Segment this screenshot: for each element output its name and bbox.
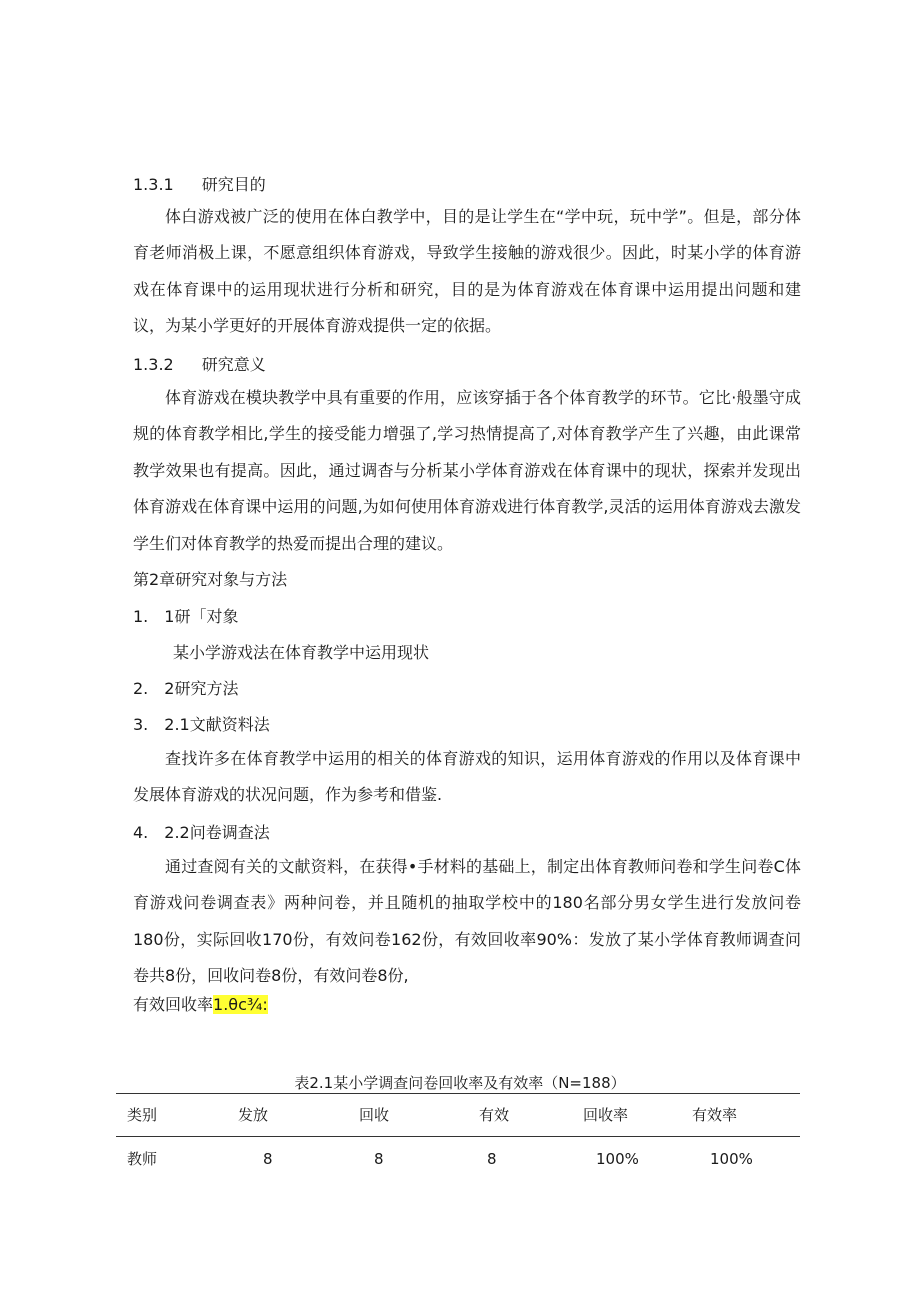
list-item-3: 3. 2.1文献资料法 [133,715,270,734]
table-header-cell: 类别 [127,1106,158,1124]
table-header-cell: 有效 [479,1106,510,1124]
list-item-2: 2. 2研究方法 [133,679,239,698]
table-cell: 教师 [127,1150,158,1168]
table-title: 表2.1某小学调查问卷回收率及有效率（N=188） [294,1074,626,1092]
section-number: 1.3.1 [133,175,174,194]
table-header-cell: 回收 [359,1106,390,1124]
table-top-rule [116,1093,800,1094]
object-description: 某小学游戏法在体育教学中运用现状 [173,643,430,662]
section-heading-1-3-1 [133,175,266,195]
chapter-title: 第2章研究对象与方法 [133,570,288,589]
paragraph-significance: 体育游戏在模块教学中具有重要的作用，应该穿插于各个体育教学的环节。它比·般墨守成规的体育教学相比,学生的接受能力增强了,学习热情提高了,对体育教学产生了兴趣，由此课常教学效果也有提高。因此，通过调杳与分析某小学体育游戏在体育课中的现状，探索并发现出体育游戏在体育课中运用的问题,为如何使用体育游戏进行体育教学,灵活的运用体育游戏去激发学生们对体育教学的热爱而提出合理的建议。 [133,388,801,553]
paragraph-purpose: 体白游戏被广泛的使用在体白教学中，目的是让学生在“学中玩，玩中学”。但是，部分体育老师消极上课，不愿意组织体育游戏，导致学生接触的游戏很少。因此，时某小学的体育游戏在体育课中的运用现状进行分析和研究，目的是为体育游戏在体育课中运用提出问题和建议，为某小学更好的开展体育游戏提供一定的依据。 [133,207,801,336]
table-header-cell: 回收率 [583,1106,629,1124]
table-header-cell: 有效率 [692,1106,738,1124]
list-item-1: 1. 1研「对象 [133,607,239,626]
table-cell: 8 [487,1150,497,1168]
section-number: 1.3.2 [133,355,174,374]
table-cell: 8 [374,1150,384,1168]
section-heading-1-3-2 [133,355,266,375]
table-cell: 100% [596,1150,639,1168]
paragraph-literature: 查找许多在体育教学中运用的相关的体育游戏的知识，运用体育游戏的作用以及体育课中发展体育游戏的状况问题，作为参考和借鉴. [133,749,801,805]
table-header-cell: 发放 [238,1106,269,1124]
paragraph-survey: 通过查阅有关的文献资料，在获得•手材料的基础上，制定出体育教师问卷和学生问卷C体育游戏问卷调查表》两种问卷，并且随机的抽取学校中的180名部分男女学生进行发放问卷180份，实际回收170份，有效问卷162份，有效回收率90%：发放了某小学体育教师调查问卷共8份，回收问卷8份，有效问卷8份, [133,857,801,986]
rate-line: 有效回收率1.θc¾: [133,995,268,1014]
section-title: 研究意义 [201,355,266,374]
section-title: 研究目的 [201,175,266,194]
table-cell: 8 [263,1150,273,1168]
list-item-4: 4. 2.2问卷调查法 [133,823,270,842]
table-header-rule [116,1136,800,1137]
highlighted-text: 1.θc¾: [213,995,268,1014]
table-cell: 100% [710,1150,753,1168]
